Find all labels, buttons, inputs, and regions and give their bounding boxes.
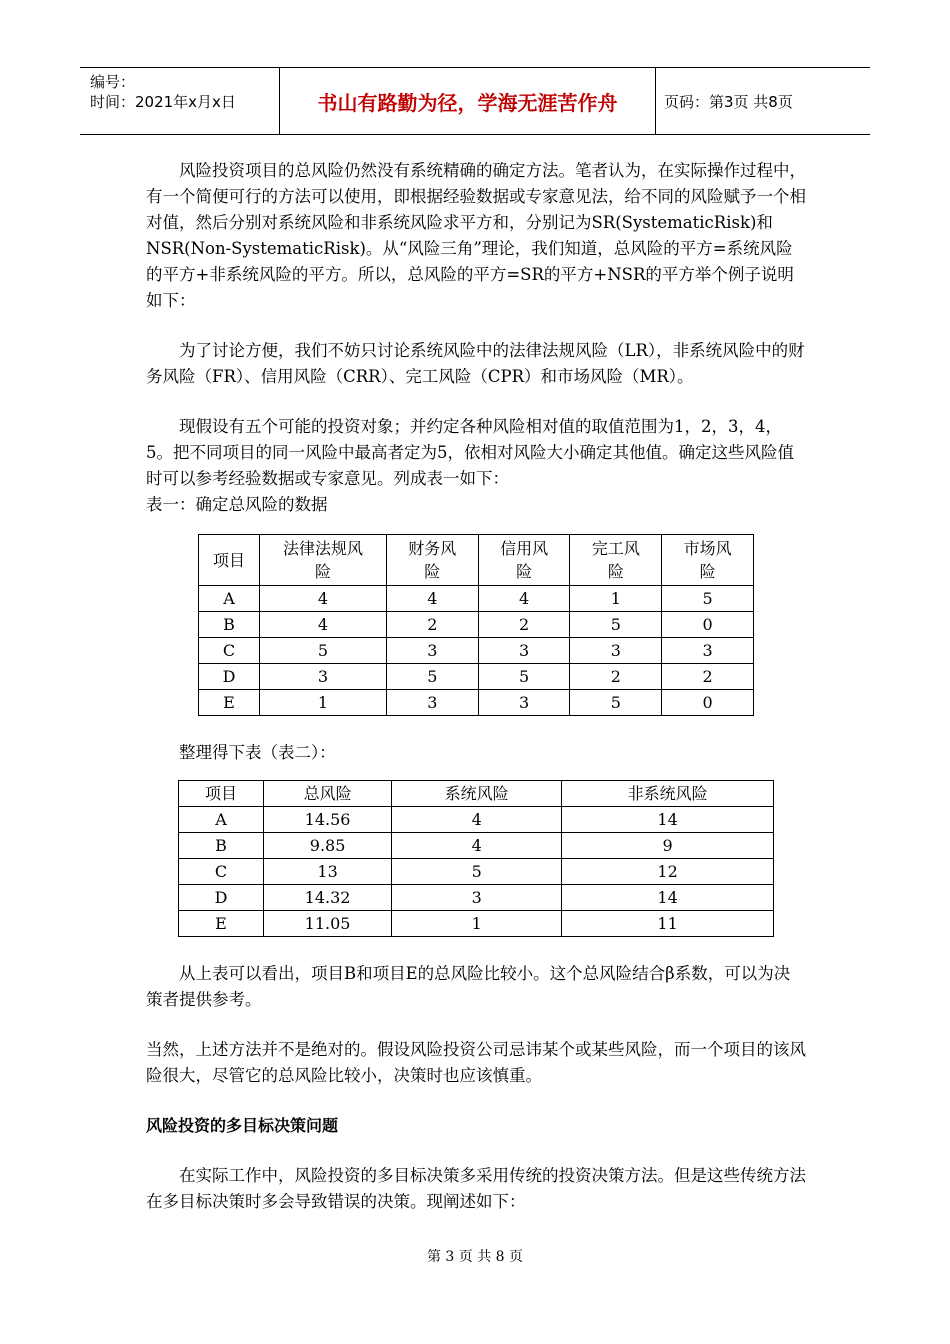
table-row [179,807,774,833]
table-row [199,664,754,690]
table-cell: B [179,833,264,859]
table-header-row [199,535,754,586]
paragraph-caveat: 当然，上述方法并不是绝对的。假设风险投资公司忌讳某个或某些风险，而一个项目的该风险很大，尽管它的总风险比较小，决策时也应该慎重。 [146,1040,806,1085]
table-cell: 5 [386,664,478,690]
table1-caption: 表一：确定总风险的数据 [146,495,328,514]
table-header-row [179,781,774,807]
table-row [199,586,754,612]
table-cell: E [179,911,264,937]
table-row [199,638,754,664]
table-row [179,911,774,937]
table-cell: 5 [478,664,570,690]
table-cell: 14 [562,885,774,911]
table-header-cell: 完工风险 [570,535,662,586]
table-cell: 14.32 [264,885,392,911]
table-row [199,612,754,638]
table-cell: 2 [478,612,570,638]
table-row [199,690,754,716]
table-cell: 4 [392,833,562,859]
table-risk-data [198,534,754,716]
table-cell: 9.85 [264,833,392,859]
table-header-cell: 非系统风险 [562,781,774,807]
table-cell: 2 [662,664,754,690]
paragraph-risk-types: 为了讨论方便，我们不妨只讨论系统风险中的法律法规风险（LR），非系统风险中的财务风险（FR）、信用风险（CRR）、完工风险（CPR）和市场风险（MR）。 [146,341,805,386]
paragraph-conclusion: 从上表可以看出，项目B和项目E的总风险比较小。这个总风险结合β系数，可以为决策者提供参考。 [146,964,791,1009]
table-row [179,885,774,911]
table-cell: 5 [260,638,387,664]
table-cell: 3 [392,885,562,911]
table-cell: A [199,586,260,612]
table-cell: E [199,690,260,716]
table-cell: 4 [260,612,387,638]
paragraph-multi-objective: 在实际工作中，风险投资的多目标决策多采用传统的投资决策方法。但是这些传统方法在多目标决策时多会导致错误的决策。现阐述如下： [146,1166,806,1211]
table-header-cell: 信用风险 [478,535,570,586]
table-cell: 14.56 [264,807,392,833]
table-cell: 14 [562,807,774,833]
table-cell: A [179,807,264,833]
table-cell: 3 [478,638,570,664]
table-cell: 3 [386,690,478,716]
table-cell: 5 [570,612,662,638]
table-cell: 4 [386,586,478,612]
table-header-cell: 法律法规风险 [260,535,387,586]
table-header-cell: 项目 [179,781,264,807]
table-cell: 13 [264,859,392,885]
table-cell: 5 [570,690,662,716]
table-cell: 5 [392,859,562,885]
table-header-cell: 系统风险 [392,781,562,807]
table-header-cell: 财务风险 [386,535,478,586]
table-cell: 11.05 [264,911,392,937]
section-heading: 风险投资的多目标决策问题 [146,1116,339,1135]
table-cell: 4 [478,586,570,612]
table-cell: 1 [570,586,662,612]
table-cell: 3 [260,664,387,690]
table-cell: 11 [562,911,774,937]
table-cell: 9 [562,833,774,859]
table-cell: 2 [570,664,662,690]
table2-intro: 整理得下表（表二）： [179,743,336,762]
table-cell: C [179,859,264,885]
table-row [179,833,774,859]
table-cell: 3 [478,690,570,716]
table-cell: 4 [392,807,562,833]
table-cell: 0 [662,612,754,638]
table-cell: 1 [392,911,562,937]
table-cell: 3 [662,638,754,664]
doc-time-label: 时间：2021年x月x日 [90,93,236,111]
table-cell: D [199,664,260,690]
header-page-label: 页码：第3页 共8页 [664,92,793,111]
page-header [80,67,870,135]
paragraph-assumptions: 现假设有五个可能的投资对象；并约定各种风险相对值的取值范围为1，2，3，4，5。把不同项目的同一风险中最高者定为5，依相对风险大小确定其他值。确定这些风险值时可以参考经验数据或专家意见。列成表一如下： [146,417,794,488]
table-cell: 4 [260,586,387,612]
table-cell: 12 [562,859,774,885]
table-cell: 1 [260,690,387,716]
table-cell: C [199,638,260,664]
table-cell: D [179,885,264,911]
table-cell: 2 [386,612,478,638]
header-motto: 书山有路勤为径，学海无涯苦作舟 [280,68,656,134]
table-cell: B [199,612,260,638]
table-cell: 3 [570,638,662,664]
table-risk-summary [178,780,774,937]
table-cell: 3 [386,638,478,664]
table-cell: 0 [662,690,754,716]
page-footer: 第 3 页 共 8 页 [426,1249,524,1265]
table-header-cell: 市场风险 [662,535,754,586]
header-meta [80,68,280,134]
document-body [146,158,806,1215]
table-header-cell: 总风险 [264,781,392,807]
paragraph-total-risk: 风险投资项目的总风险仍然没有系统精确的确定方法。笔者认为，在实际操作过程中，有一个简便可行的方法可以使用，即根据经验数据或专家意见法，给不同的风险赋予一个相对值，然后分别对系统风险和非系统风险求平方和，分别记为SR(SystematicRisk)和NSR(Non-SystematicRisk)。从“风险三角”理论，我们知道，总风险的平方=系统风险的平方+非系统风险的平方。所以，总风险的平方=SR的平方+NSR的平方举个例子说明如下： [146,161,806,310]
table-header-cell: 项目 [199,535,260,586]
table-cell: 5 [662,586,754,612]
doc-number-label: 编号： [90,73,136,91]
table-row [179,859,774,885]
